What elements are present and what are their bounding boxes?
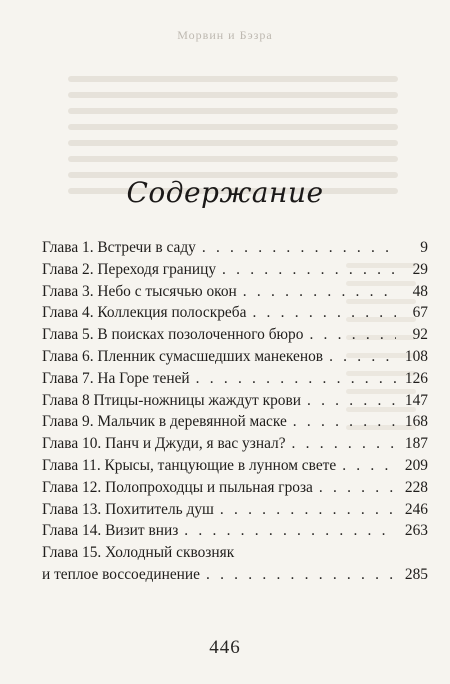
leader-dots — [292, 433, 396, 455]
leader-dots — [342, 455, 396, 477]
page-number: 446 — [209, 637, 241, 658]
leader-dots — [196, 368, 396, 390]
leader-dots — [206, 564, 396, 586]
leader-dots — [329, 346, 396, 368]
toc-row — [42, 411, 428, 433]
leader-dots — [220, 499, 396, 521]
toc-row — [42, 281, 428, 303]
toc-row — [42, 433, 428, 455]
toc-chapter: Глава 8 Птицы-ножницы жаждут крови — [42, 391, 301, 409]
running-header: Морвин и Бэзра — [177, 28, 273, 42]
toc-row — [42, 346, 428, 368]
toc-page-number: 263 — [404, 522, 428, 540]
toc-page-number: 168 — [404, 413, 428, 431]
toc-row — [42, 368, 428, 390]
leader-dots — [184, 520, 396, 542]
toc-row — [42, 477, 428, 499]
toc-page-number: 285 — [404, 565, 428, 583]
toc-page-number: 187 — [404, 435, 428, 453]
toc-chapter: Глава 3. Небо с тысячью окон — [42, 282, 237, 300]
page-title: Содержание — [126, 176, 324, 209]
toc-chapter: Глава 2. Переходя границу — [42, 260, 217, 278]
leader-dots — [222, 259, 396, 281]
toc-row — [42, 455, 428, 477]
toc-chapter: Глава 12. Полопроходцы и пыльная гроза — [42, 478, 313, 496]
toc-row — [42, 302, 428, 324]
toc-chapter: Глава 9. Мальчик в деревянной маске — [42, 413, 287, 431]
toc-row — [42, 520, 428, 542]
leader-dots — [243, 281, 396, 303]
toc-page-number: 228 — [404, 478, 428, 496]
toc-chapter: Глава 10. Панч и Джуди, я вас узнал? — [42, 435, 286, 453]
toc-chapter: Глава 7. На Горе теней — [42, 369, 190, 387]
leader-dots — [307, 390, 396, 412]
toc-chapter: и теплое воссоединение — [42, 565, 200, 583]
toc-chapter: Глава 14. Визит вниз — [42, 522, 179, 540]
toc-page-number: 67 — [412, 304, 428, 322]
leader-dots — [309, 324, 396, 346]
leader-dots — [293, 411, 396, 433]
leader-dots — [252, 302, 396, 324]
toc-row — [42, 237, 428, 259]
table-of-contents — [42, 237, 428, 586]
toc-chapter: Глава 1. Встречи в саду — [42, 239, 196, 256]
toc-page-number: 209 — [404, 456, 428, 474]
toc-chapter: Глава 15. Холодный сквозняк — [42, 544, 235, 562]
toc-page-number: 147 — [404, 391, 428, 409]
toc-row — [42, 259, 428, 281]
toc-row — [42, 564, 428, 586]
leader-dots — [319, 477, 396, 499]
toc-page-number: 126 — [404, 369, 428, 387]
toc-row — [42, 390, 428, 412]
toc-chapter: Глава 11. Крысы, танцующие в лунном свете — [42, 456, 337, 474]
toc-page-number: 108 — [404, 347, 428, 365]
toc-row — [42, 499, 428, 521]
toc-page-number: 9 — [420, 239, 428, 256]
toc-row — [42, 542, 428, 564]
toc-row — [42, 324, 428, 346]
toc-page-number: 48 — [412, 282, 428, 300]
toc-chapter: Глава 6. Пленник сумасшедших манекенов — [42, 347, 324, 365]
toc-page-number: 29 — [412, 260, 428, 278]
toc-page-number: 246 — [404, 500, 428, 518]
leader-dots — [202, 237, 396, 259]
toc-chapter: Глава 5. В поисках позолоченного бюро — [42, 326, 304, 344]
toc-chapter: Глава 13. Похититель душ — [42, 500, 214, 518]
toc-page-number: 92 — [412, 326, 428, 344]
toc-chapter: Глава 4. Коллекция полоскреба — [42, 304, 247, 322]
